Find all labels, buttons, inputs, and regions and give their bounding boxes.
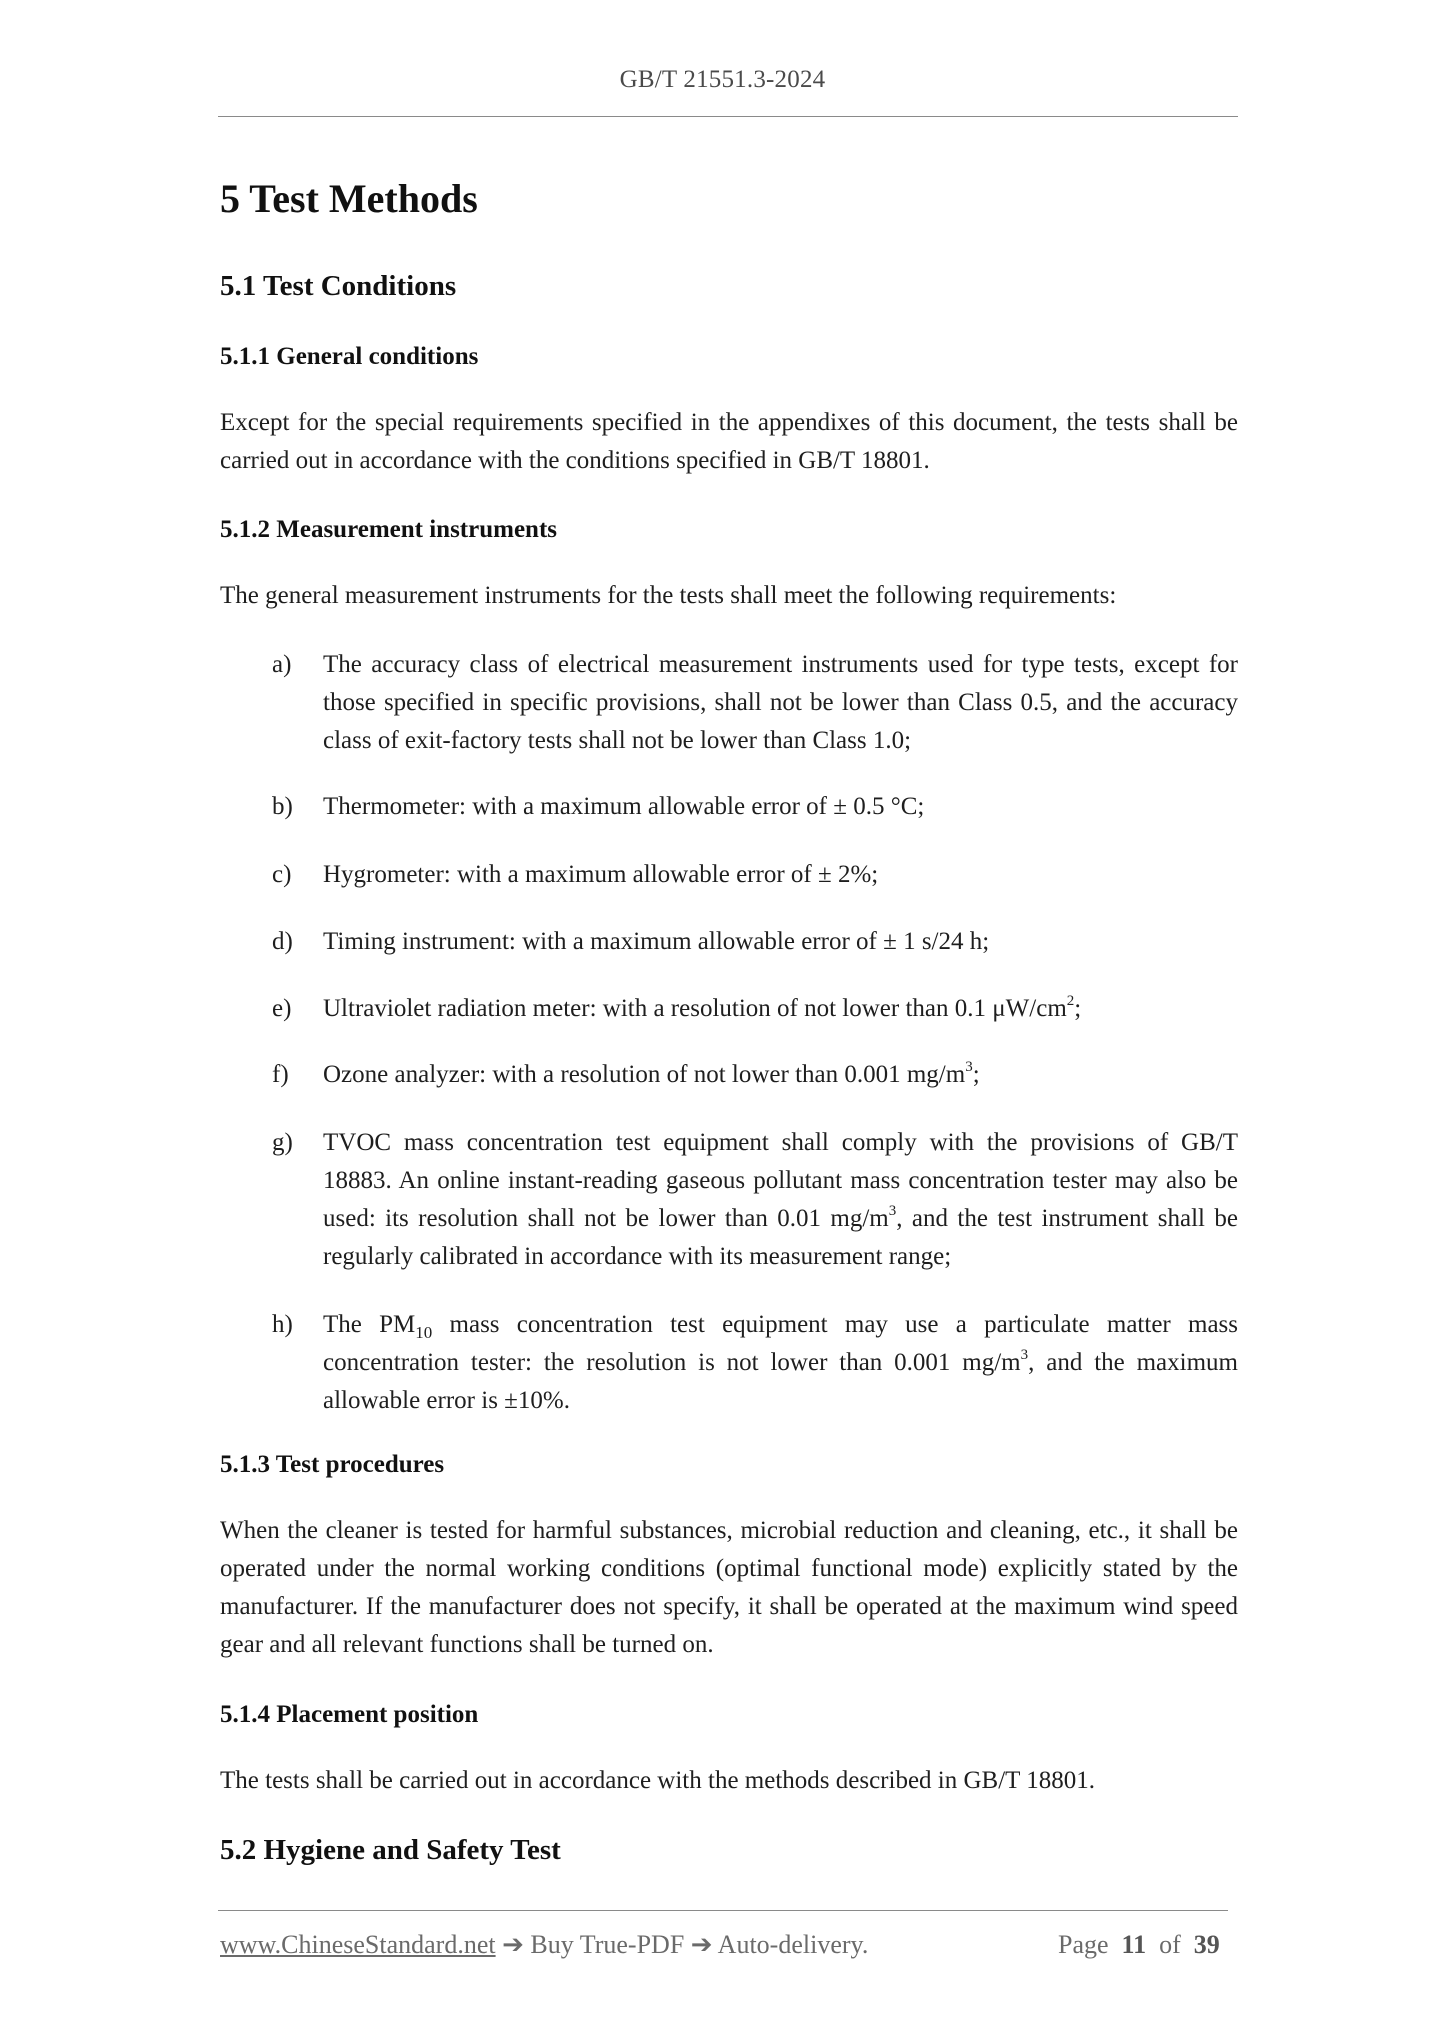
list-item-text: Timing instrument: with a maximum allowable error of ± 1 s/24 h; <box>323 928 990 955</box>
clause-5-1-4-heading: 5.1.4 Placement position <box>220 1701 479 1728</box>
total-pages: 39 <box>1193 1930 1220 1959</box>
list-item-text: The $PM_{10}$ mass concentration test equipment may use a particulate matter mass concentration tester: the resolution is not lower than 0.001 $mg/m^3$, and the maximum allowable error is ±10%. <box>323 1311 1238 1414</box>
list-item-label: g) <box>272 1129 293 1156</box>
footer-divider <box>218 1910 1228 1911</box>
list-item-label: a) <box>272 651 292 678</box>
arrow-right-icon: ➔ <box>502 1930 524 1959</box>
section-title: 5 Test Methods <box>220 176 478 221</box>
list-item-label: b) <box>272 793 293 820</box>
list-item-text: Hygrometer: with a maximum allowable error of ± 2%; <box>323 861 879 888</box>
header-divider <box>218 116 1238 117</box>
buy-true-pdf-text: Buy True-PDF <box>530 1930 685 1959</box>
clause-5-1-4-text: The tests shall be carried out in accordance with the methods described in GB/T 18801. <box>220 1767 1095 1794</box>
clause-5-1-1-heading: 5.1.1 General conditions <box>220 343 479 370</box>
clause-5-1-2-intro: The general measurement instruments for the tests shall meet the following requirements: <box>220 582 1117 609</box>
clause-5-1-3-text: When the cleaner is tested for harmful substances, microbial reduction and cleaning, etc., it shall be operated under the normal working conditions (optimal functional mode) explicitly stated by the manufacturer. If the manufacturer does not specify, it shall be operated at the maximum wind speed gear and all relevant functions shall be turned on. <box>220 1517 1238 1658</box>
list-item-text: The accuracy class of electrical measurement instruments used for type tests, except for those specified in specific provisions, shall not be lower than Class 0.5, and the accuracy class of exit-factory tests shall not be lower than Class 1.0; <box>323 651 1238 754</box>
list-item-text: TVOC mass concentration test equipment shall comply with the provisions of GB/T 18883. An online instant-reading gaseous pollutant mass concentration tester may also be used: its resolution shall not be lower than 0.01 $mg/m^3$, and the test instrument shall be regularly calibrated in accordance with its measurement range; <box>323 1129 1238 1270</box>
list-item-label: f) <box>272 1061 289 1088</box>
chinese-standard-link[interactable]: www.ChineseStandard.net <box>220 1930 496 1959</box>
page-header: GB/T 21551.3-2024 <box>619 66 826 93</box>
clause-5-1-1-text: Except for the special requirements specified in the appendixes of this document, the tests shall be carried out in accordance with the conditions specified in GB/T 18801. <box>220 409 1238 474</box>
auto-delivery-text: Auto-delivery. <box>717 1930 869 1959</box>
list-item-label: h) <box>272 1311 293 1338</box>
list-item-text: Thermometer: with a maximum allowable error of ± 0.5 °C; <box>323 793 925 820</box>
subsection-5-1-heading: 5.1 Test Conditions <box>220 270 457 302</box>
arrow-right-icon: ➔ <box>690 1930 713 1959</box>
list-item-text: Ultraviolet radiation meter: with a resolution of not lower than 0.1 $\mu W/cm^2$; <box>323 992 1082 1022</box>
list-item-label: d) <box>272 928 293 955</box>
footer-promo <box>220 1930 868 1960</box>
clause-5-1-2-heading: 5.1.2 Measurement instruments <box>220 516 557 543</box>
clause-5-1-3-heading: 5.1.3 Test procedures <box>220 1451 445 1478</box>
list-item-label: e) <box>272 995 292 1022</box>
page-word: Page <box>1058 1930 1109 1959</box>
subsection-5-2-heading: 5.2 Hygiene and Safety Test <box>220 1834 561 1866</box>
list-item-label: c) <box>272 861 292 888</box>
current-page: 11 <box>1121 1930 1147 1959</box>
list-item-text: Ozone analyzer: with a resolution of not lower than 0.001 $mg/m^3$; <box>323 1058 980 1088</box>
of-word: of <box>1159 1930 1181 1959</box>
page-counter <box>1058 1930 1220 1960</box>
